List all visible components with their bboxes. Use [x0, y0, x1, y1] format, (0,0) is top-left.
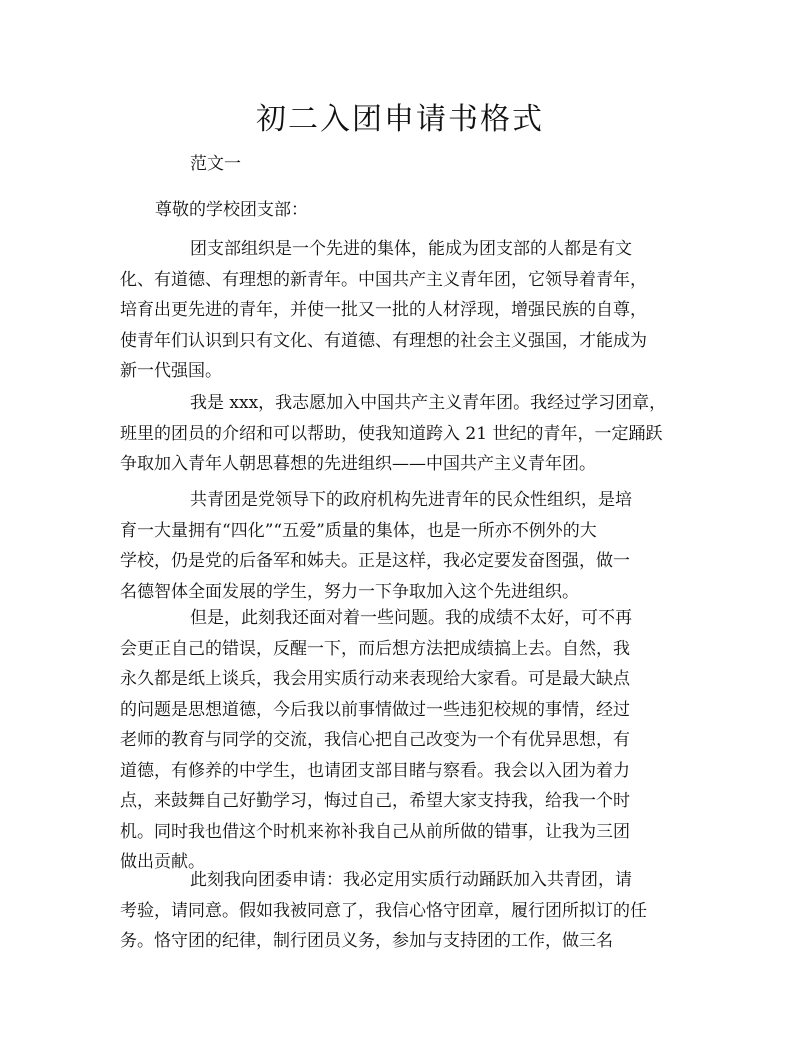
- salutation: 尊敬的学校团支部：: [155, 200, 308, 220]
- paragraph-line: 化、有道德、有理想的新青年。中国共产主义青年团，它领导着青年，: [120, 269, 647, 290]
- document-title: 初二入团申请书格式: [256, 102, 544, 137]
- paragraph-line: 会更正自己的错误，反醒一下，而后想方法把成绩搞上去。自然，我: [120, 638, 630, 659]
- paragraph-line: 班里的团员的介绍和可以帮助，使我知道跨入 21 世纪的青年，一定踊跃: [120, 423, 663, 444]
- paragraph-line: 老师的教育与同学的交流，我信心把自己改变为一个有优异思想，有: [120, 730, 630, 750]
- paragraph-line: 培育出更先进的青年，并使一批又一批的人材浮现，增强民族的自尊，: [120, 300, 647, 320]
- sample-label: 范文一: [190, 154, 241, 174]
- paragraph-line: 使青年们认识到只有文化、有道德、有理想的社会主义强国，才能成为: [120, 330, 647, 351]
- paragraph-line: 考验，请同意。假如我被同意了，我信心恪守团章，履行团所拟订的任: [120, 900, 647, 921]
- paragraph-line: 共青团是党领导下的政府机构先进青年的民众性组织，是培: [190, 490, 632, 510]
- paragraph-line: 团支部组织是一个先进的集体，能成为团支部的人都是有文: [190, 239, 632, 259]
- paragraph-line: 争取加入青年人朝思暮想的先进组织——中国共产主义青年团。: [120, 454, 596, 474]
- paragraph-line: 的问题是思想道德，今后我以前事情做过一些违犯校规的事情，经过: [120, 699, 630, 720]
- paragraph-line: 做出贡献。: [120, 852, 205, 872]
- paragraph-line: 我是 xxx，我志愿加入中国共产主义青年团。我经过学习团章，: [190, 393, 667, 413]
- paragraph-line: 务。恪守团的纪律，制行团员义务，参加与支持团的工作，做三名: [120, 931, 613, 951]
- paragraph-line: 学校，仍是党的后备军和姊夫。正是这样，我必定要发奋图强，做一: [120, 551, 630, 571]
- paragraph-line: 但是，此刻我还面对着一些问题。我的成绩不太好，可不再: [190, 608, 632, 628]
- paragraph-line: 名德智体全面发展的学生，努力一下争取加入这个先进组织。: [120, 581, 579, 602]
- paragraph-line: 此刻我向团委申请：我必定用实质行动踊跃加入共青团，请: [190, 870, 632, 890]
- paragraph-line: 道德，有修养的中学生，也请团支部目睹与察看。我会以入团为着力: [120, 760, 630, 781]
- paragraph-line: 育一大量拥有“四化”“五爱”质量的集体，也是一所亦不例外的大: [120, 520, 597, 541]
- paragraph-line: 点，来鼓舞自己好勤学习，悔过自己，希望大家支持我，给我一个时: [120, 791, 630, 811]
- paragraph-4: [120, 603, 645, 878]
- paragraph-line: 永久都是纸上谈兵，我会用实质行动来表现给大家看。可是最大缺点: [120, 669, 630, 689]
- paragraph-5: [120, 865, 645, 957]
- paragraph-line: 新一代强国。: [120, 361, 222, 381]
- paragraph-1: [120, 234, 645, 387]
- paragraph-line: 机。同时我也借这个时机来祢补我自己从前所做的错事，让我为三团: [120, 821, 630, 842]
- paragraph-2: [120, 388, 667, 480]
- paragraph-3: [120, 485, 645, 607]
